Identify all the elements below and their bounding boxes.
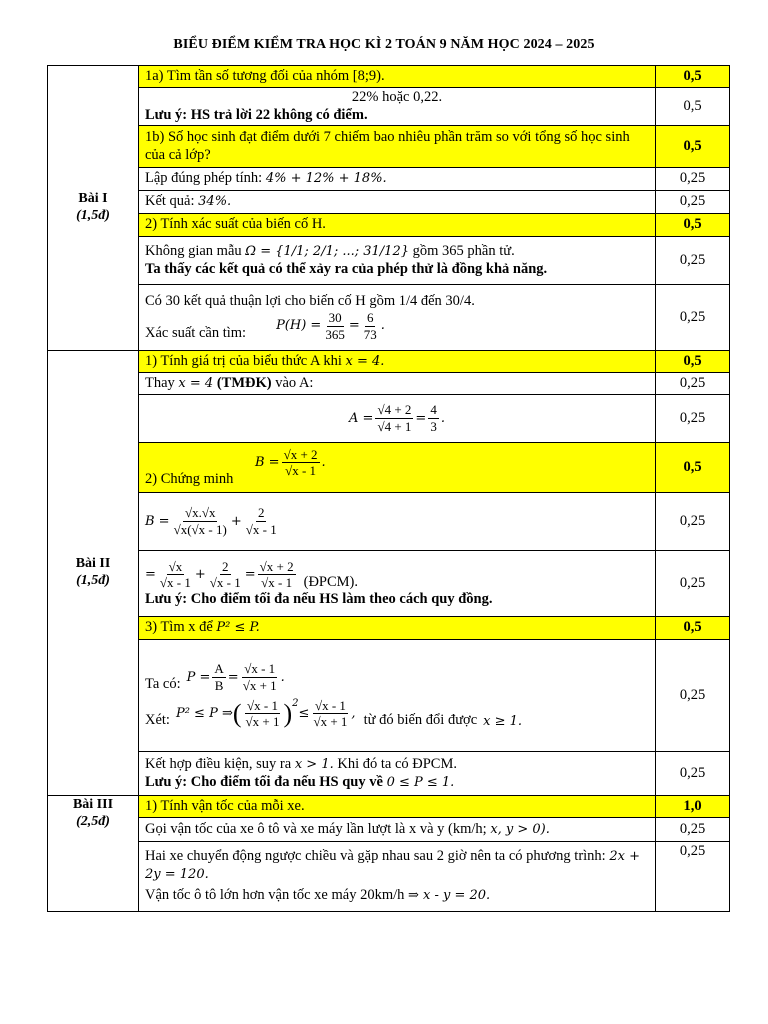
paren-right: ) — [283, 698, 293, 728]
math-expression: P² ≤ P ⇒ — [175, 705, 233, 721]
note-text: Lưu ý: Cho điểm tối đa nếu HS quy về — [145, 773, 383, 790]
score-cell: 0,25 — [656, 551, 730, 617]
math-operator: = — [415, 410, 427, 426]
denominator: 3 — [430, 419, 437, 434]
question-2-3 — [139, 617, 656, 640]
table-row — [48, 617, 730, 640]
answer-cell — [139, 752, 656, 796]
section-cell-bai2 — [48, 351, 139, 796]
section-points: (1,5đ) — [76, 208, 110, 223]
score-cell: 0,25 — [656, 842, 730, 912]
score-cell: 0,5 — [656, 66, 730, 88]
math-expression: P² ≤ P. — [216, 620, 260, 636]
page-title: BIỂU ĐIỂM KIỂM TRA HỌC KÌ 2 TOÁN 9 NĂM HỌC 2024 – 2025 — [173, 37, 595, 52]
table-row — [48, 395, 730, 443]
answer-text: Khi đó ta có ĐPCM. — [337, 756, 457, 773]
table-row — [48, 237, 730, 285]
score-cell: 0,5 — [656, 88, 730, 126]
table-row — [48, 214, 730, 237]
table-row — [48, 88, 730, 126]
score-cell: 0,25 — [656, 237, 730, 285]
answer-cell — [139, 191, 656, 214]
answer-text: từ đó biến đổi được — [363, 712, 478, 729]
answer-cell — [139, 285, 656, 351]
section-cell-bai1 — [48, 66, 139, 351]
paren-left: ( — [232, 698, 242, 728]
question-1b: 1b) Số học sinh đạt điểm dưới 7 chiếm bao nhiêu phần trăm so với tổng số học sinh của cả lớp? — [139, 126, 656, 168]
answer-text: Không gian mẫu — [145, 243, 242, 260]
numerator: 6 — [366, 310, 374, 326]
answer-text: Vận tốc ô tô lớn hơn vận tốc xe máy 20km/h — [145, 887, 405, 904]
question-text: 3) Tìm x để — [145, 619, 213, 636]
math-expression: B = — [255, 455, 280, 470]
fraction — [244, 698, 282, 730]
math-expression: x = 4 — [178, 375, 214, 391]
answer-text: (ĐPCM). — [303, 573, 359, 590]
answer-cell — [139, 640, 656, 752]
table-row — [48, 493, 730, 551]
table-row — [48, 796, 730, 818]
section-name: Bài I — [78, 191, 108, 207]
section-points: (1,5đ) — [76, 573, 110, 588]
denominator: √x - 1 — [261, 575, 293, 591]
answer-cell — [139, 88, 656, 126]
answer-text: gồm 365 phần tử. — [412, 243, 515, 260]
math-expression: B = — [145, 513, 170, 529]
numerator: √x + 2 — [259, 558, 294, 574]
answer-cell — [139, 168, 656, 191]
score-cell: 0,25 — [656, 191, 730, 214]
fraction — [208, 559, 243, 591]
math-expression: P(H) = — [276, 318, 322, 334]
answer-text: Ta có: — [145, 676, 181, 693]
grading-table — [47, 65, 730, 912]
table-row — [48, 443, 730, 493]
table-row — [48, 640, 730, 752]
answer-text: 22% hoặc 0,22. — [351, 89, 443, 106]
question-text: 2) Chứng minh — [145, 470, 234, 487]
answer-text: Xét: — [145, 712, 170, 729]
math-operator: = — [145, 567, 156, 582]
denominator: √x - 1 — [285, 463, 317, 479]
math-expression: A = — [349, 410, 374, 426]
score-cell: 0,25 — [656, 373, 730, 395]
math-operator: . — [321, 455, 326, 470]
math-expression: ⇒ x - y = 20. — [408, 888, 491, 904]
fraction — [428, 402, 439, 434]
score-cell: 0,25 — [656, 640, 730, 752]
denominator: √x - 1 — [245, 522, 277, 537]
math-operator: ≤ — [298, 705, 310, 721]
denominator: √4 + 1 — [377, 419, 412, 434]
numerator: 2 — [222, 558, 229, 574]
math-expression: x ≥ 1. — [483, 714, 523, 730]
math-expression: 34%. — [198, 194, 232, 210]
note-text: Lưu ý: HS trả lời 22 không có điểm. — [145, 106, 368, 123]
math-operator: + — [230, 513, 242, 529]
math-expression: 0 ≤ P ≤ 1. — [386, 774, 455, 790]
score-cell: 0,25 — [656, 168, 730, 191]
table-row — [48, 66, 730, 88]
score-cell: 0,5 — [656, 126, 730, 168]
math-expression: x = 4. — [345, 353, 385, 369]
table-row — [48, 126, 730, 168]
fraction — [362, 310, 379, 342]
answer-text: Kết quả: — [145, 193, 195, 210]
section-name: Bài II — [75, 556, 111, 572]
score-cell: 0,5 — [656, 443, 730, 493]
table-row — [48, 373, 730, 395]
score-cell: 0,5 — [656, 214, 730, 237]
math-operator: . — [380, 318, 385, 334]
denominator: √x + 1 — [313, 714, 348, 730]
question-3-1: 1) Tính vận tốc của mỗi xe. — [139, 796, 656, 818]
math-operator: = — [348, 318, 360, 334]
answer-text: Có 30 kết quả thuận lợi cho biến cố H gồm 1/4 đến 30/4. — [145, 292, 475, 309]
math-expression: Ω = {1/1; 2/1; ...; 31/12} — [245, 244, 409, 260]
answer-cell — [139, 237, 656, 285]
score-cell: 0,25 — [656, 285, 730, 351]
fraction — [282, 447, 320, 479]
answer-cell — [139, 818, 656, 842]
table-row — [48, 285, 730, 351]
answer-cell — [139, 551, 656, 617]
numerator: √x - 1 — [244, 661, 276, 677]
section-name: Bài III — [72, 797, 114, 812]
exponent: 2 — [292, 697, 299, 709]
answer-text: Hai xe chuyển động ngược chiều và gặp nhau sau 2 giờ nên ta có phương trình: — [145, 848, 606, 865]
fraction — [258, 559, 296, 591]
math-expression: x > 1. — [294, 757, 334, 773]
numerator: A — [214, 661, 224, 677]
numerator: 4 — [430, 402, 437, 418]
denominator: √x + 1 — [245, 714, 280, 730]
answer-text: Kết hợp điều kiện, suy ra — [145, 756, 292, 773]
section-points: (2,5đ) — [76, 813, 110, 829]
answer-cell — [139, 493, 656, 551]
answer-text: vào A: — [275, 374, 314, 391]
fraction — [311, 698, 349, 730]
score-cell: 0,25 — [656, 395, 730, 443]
math-operator: = — [244, 567, 256, 582]
answer-text: Lập đúng phép tính: — [145, 170, 263, 187]
denominator: √x + 1 — [242, 677, 277, 693]
numerator: √x.√x — [184, 505, 216, 521]
fraction — [158, 559, 193, 591]
numerator: √x + 2 — [283, 446, 318, 462]
table-row — [48, 752, 730, 796]
answer-text: Thay — [145, 374, 175, 391]
denominator: √x(√x - 1) — [173, 522, 227, 537]
question-2-2 — [139, 443, 656, 493]
score-cell: 0,5 — [656, 351, 730, 373]
question-2: 2) Tính xác suất của biến cố H. — [139, 214, 656, 237]
denominator: √x - 1 — [209, 575, 241, 591]
math-operator: , — [351, 705, 356, 721]
numerator: √x - 1 — [314, 697, 346, 713]
question-1a: 1a) Tìm tần số tương đối của nhóm [8;9). — [139, 66, 656, 88]
condition-tag: (TMĐK) — [216, 374, 272, 391]
answer-text: Gọi vận tốc của xe ô tô và xe máy lần lượt là x và y (km/h; — [145, 820, 487, 837]
fraction — [212, 661, 225, 693]
numerator: √4 + 2 — [377, 402, 412, 418]
fraction — [172, 505, 229, 537]
answer-cell — [139, 395, 656, 443]
answer-text: Xác suất cần tìm: — [145, 324, 247, 341]
fraction — [323, 310, 347, 342]
denominator: B — [214, 677, 224, 693]
math-operator: + — [194, 567, 206, 582]
question-2-1 — [139, 351, 656, 373]
math-operator: . — [280, 669, 285, 685]
note-text: Lưu ý: Cho điểm tối đa nếu HS làm theo cách quy đồng. — [145, 590, 493, 607]
denominator: 73 — [363, 326, 377, 342]
table-row — [48, 551, 730, 617]
score-cell: 0,25 — [656, 818, 730, 842]
fraction — [375, 402, 413, 434]
score-cell: 0,25 — [656, 493, 730, 551]
answer-cell — [139, 373, 656, 395]
fraction — [241, 661, 279, 693]
numerator: 30 — [328, 310, 342, 326]
denominator: 365 — [325, 326, 345, 342]
denominator: √x - 1 — [159, 575, 191, 591]
table-row — [48, 818, 730, 842]
numerator: √x — [168, 558, 183, 574]
numerator: 2 — [257, 505, 265, 521]
math-expression: 4% + 12% + 18%. — [265, 171, 387, 187]
math-operator: . — [440, 410, 445, 426]
section-cell-bai3 — [48, 796, 139, 912]
score-cell: 0,25 — [656, 752, 730, 796]
math-expression: P = — [186, 669, 211, 685]
math-expression: x, y > 0). — [490, 821, 550, 837]
math-operator: = — [227, 669, 239, 685]
table-row — [48, 351, 730, 373]
table-row — [48, 168, 730, 191]
table-row — [48, 191, 730, 214]
numerator: √x - 1 — [247, 697, 278, 713]
note-text: Ta thấy các kết quả có thể xảy ra của phép thử là đồng khả năng. — [145, 260, 548, 277]
score-cell: 1,0 — [656, 796, 730, 818]
math-expression: 2x + 2y = 120. — [145, 849, 640, 882]
table-row — [48, 842, 730, 912]
question-text: 1) Tính giá trị của biểu thức A khi — [145, 352, 342, 369]
answer-cell — [139, 842, 656, 912]
fraction — [244, 505, 279, 537]
score-cell: 0,5 — [656, 617, 730, 640]
